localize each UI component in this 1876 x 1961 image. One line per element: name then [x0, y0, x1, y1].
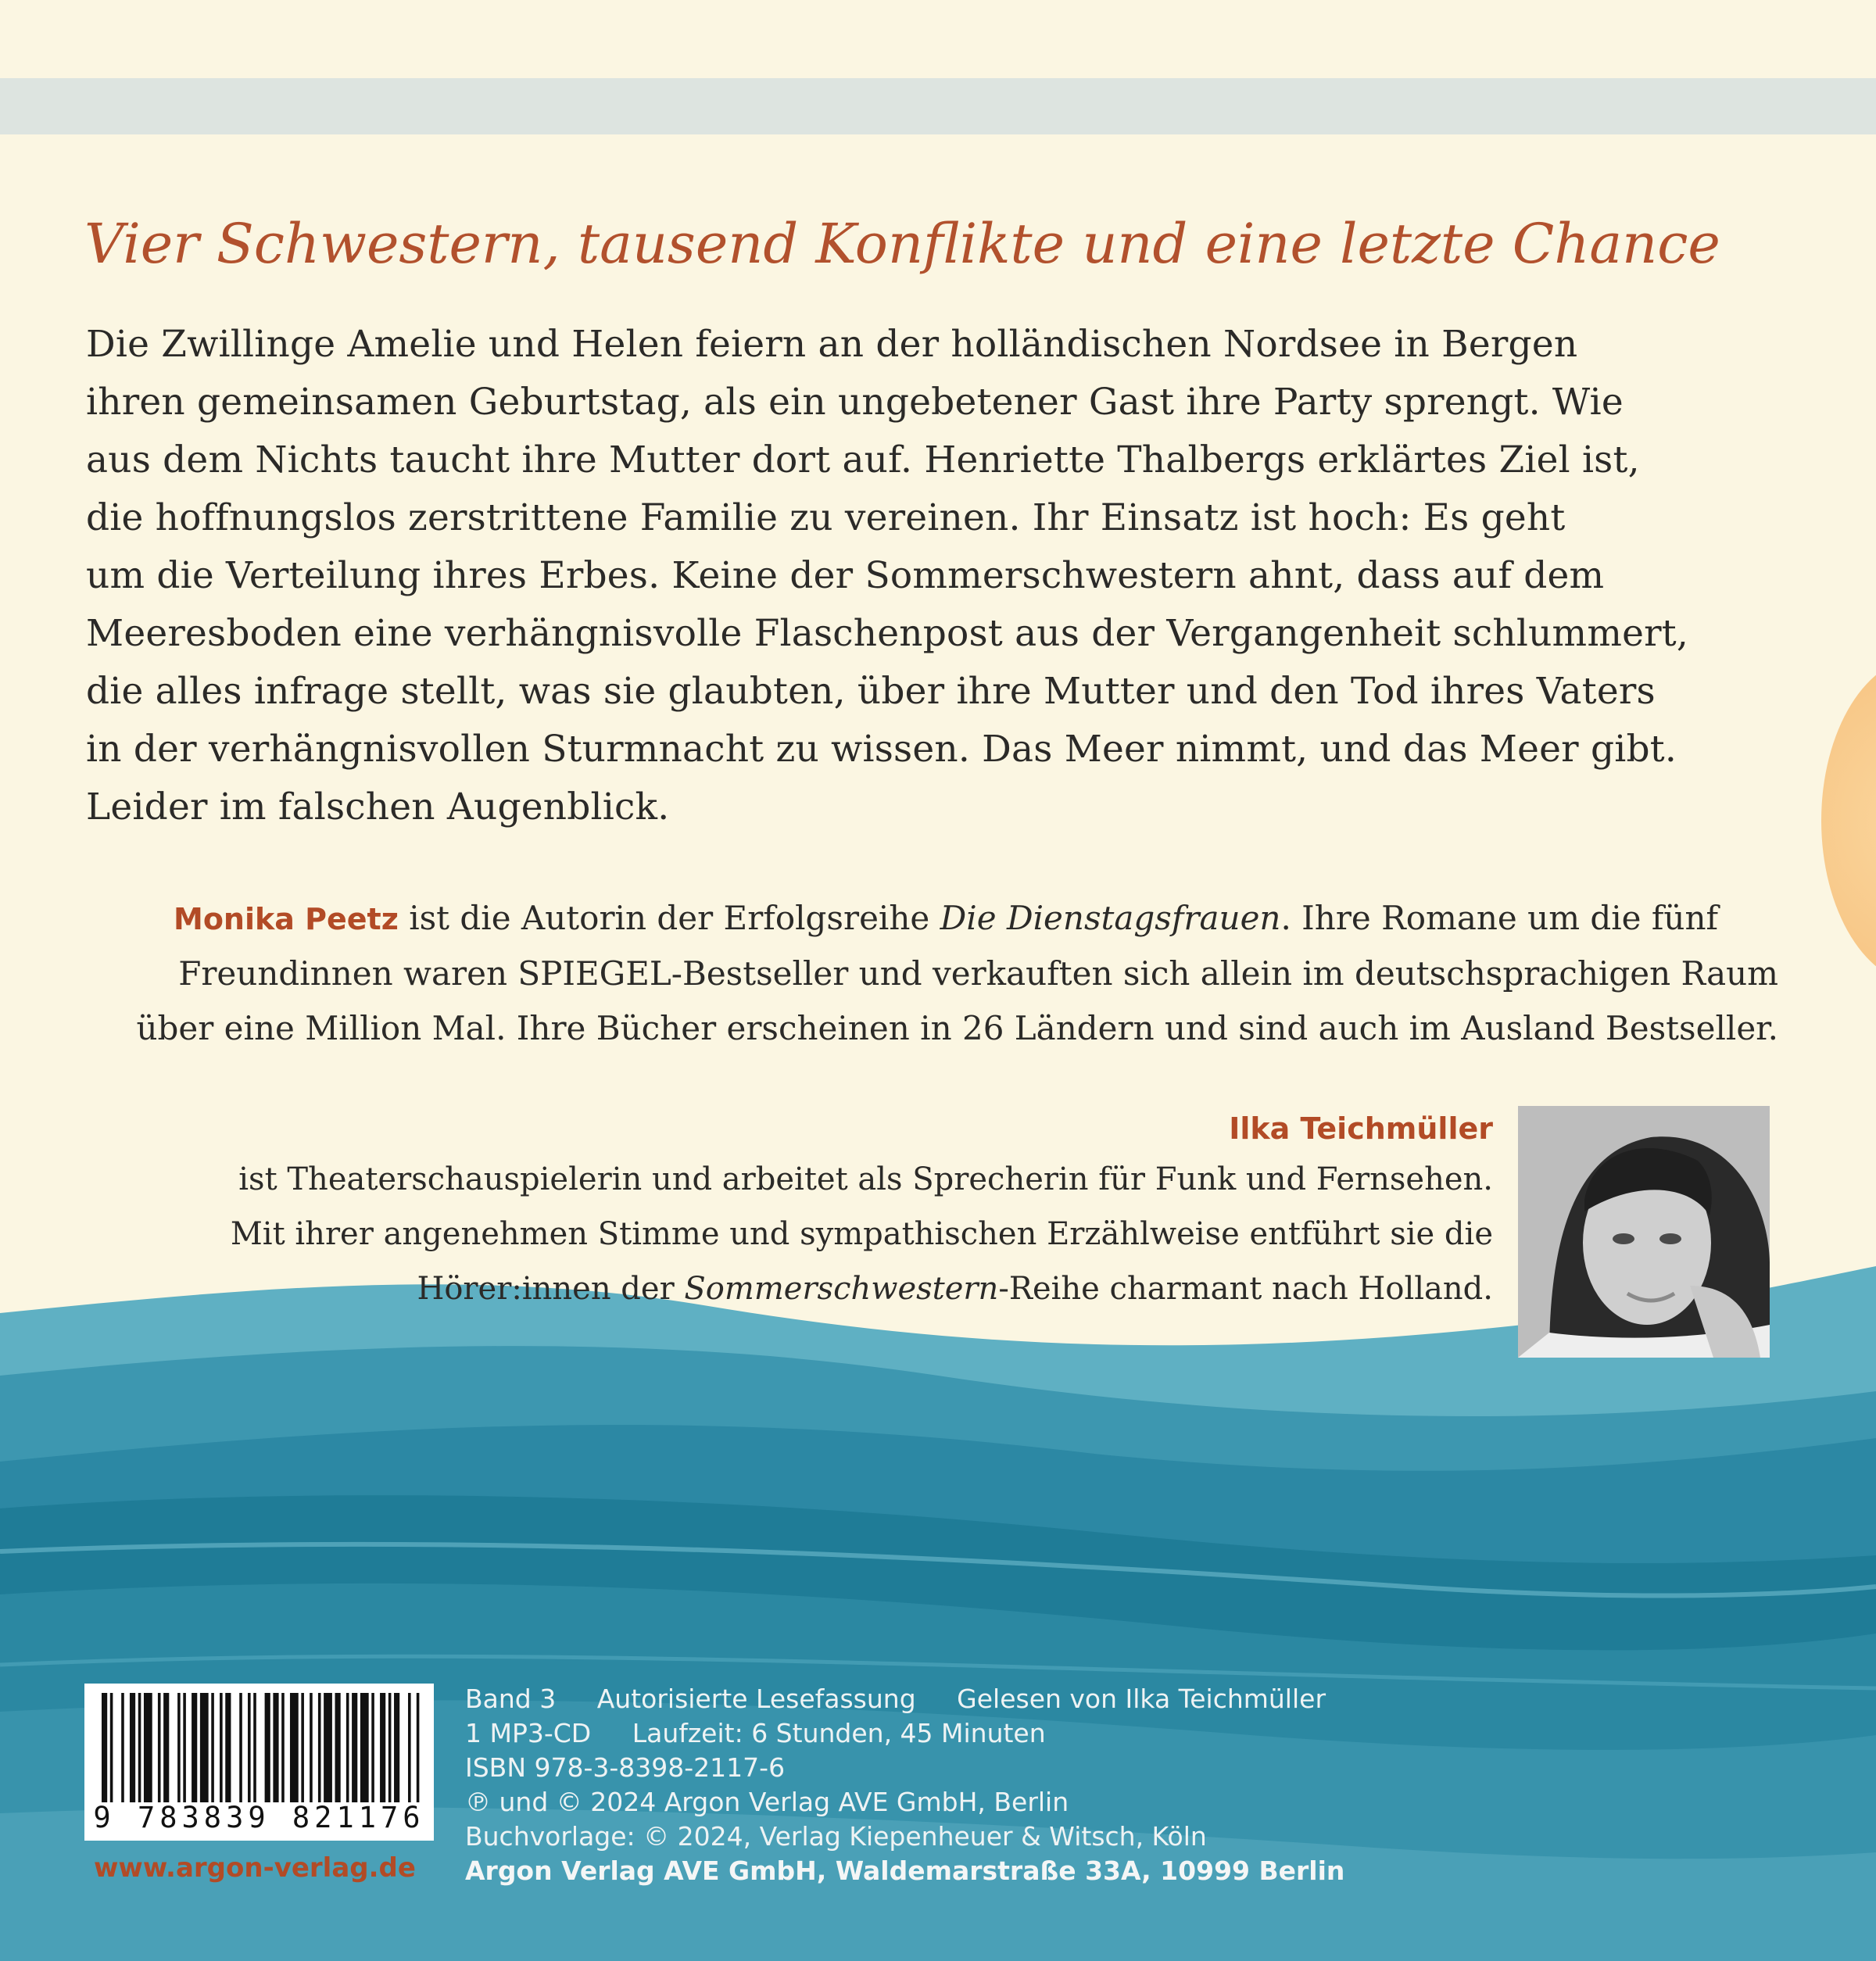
barcode-bar	[183, 1693, 186, 1802]
barcode-bar	[273, 1693, 278, 1802]
series-title: Die Dienstagsfrauen	[940, 899, 1281, 937]
narrator-credit: Gelesen von Ilka Teichmüller	[957, 1684, 1326, 1714]
reader-bio-text: -Reihe charmant nach Holland.	[998, 1271, 1493, 1307]
format-label: 1 MP3-CD	[465, 1718, 592, 1748]
barcode-bar	[220, 1693, 223, 1802]
edition-label: Autorisierte Lesefassung	[596, 1684, 916, 1714]
barcode-bar	[158, 1693, 161, 1802]
barcode-bar	[360, 1693, 369, 1802]
barcode-bar	[301, 1693, 304, 1802]
barcode-bar	[352, 1693, 357, 1802]
reader-bio-line: ist Theaterschauspielerin und arbeitet als Sprecherin für Funk und Fernsehen.	[238, 1161, 1493, 1197]
author-bio	[113, 891, 1778, 1056]
isbn: ISBN 978-3-8398-2117-6	[465, 1752, 786, 1783]
info-line	[465, 1682, 1359, 1716]
copyright-line: ℗ und © 2024 Argon Verlag AVE GmbH, Berlin	[465, 1787, 1069, 1817]
reader-name: Ilka Teichmüller	[1229, 1111, 1493, 1146]
barcode-bar	[380, 1693, 385, 1802]
barcode-bar	[290, 1693, 299, 1802]
barcode-bar	[130, 1693, 135, 1802]
reader-bio	[109, 1152, 1493, 1316]
author-name: Monika Peetz	[174, 902, 399, 936]
author-bio-text: ist die Autorin der Erfolgsreihe	[409, 899, 940, 937]
barcode-bar	[121, 1693, 124, 1802]
barcode-number: 9 783839 821176	[93, 1801, 425, 1834]
reader-bio-line: Mit ihrer angenehmen Stimme und sympathischen Erzählweise entführt sie die	[230, 1216, 1493, 1252]
barcode-bar	[138, 1693, 141, 1802]
barcode-bar	[388, 1693, 392, 1802]
reader-bio-text: Hörer:innen der	[417, 1271, 685, 1307]
reader-bio-line	[109, 1261, 1493, 1316]
barcode-bar	[310, 1693, 313, 1802]
barcode-bars	[102, 1693, 422, 1802]
barcode-bar	[211, 1693, 214, 1802]
barcode-bar	[371, 1693, 374, 1802]
author-bio-line: über eine Million Mal. Ihre Bücher erscheinen in 26 Ländern und sind auch im Ausland Bestseller.	[136, 1009, 1778, 1047]
synopsis-line: ihren gemeinsamen Geburtstag, als ein ungebetener Gast ihre Party sprengt. Wie	[86, 381, 1624, 424]
barcode-bar	[281, 1693, 285, 1802]
barcode-bar	[253, 1693, 256, 1802]
barcode-bar	[192, 1693, 197, 1802]
publisher-website[interactable]: www.argon-verlag.de	[94, 1852, 416, 1884]
author-bio-text: . Ihre Romane um die fünf	[1280, 899, 1719, 937]
portrait-image	[1518, 1106, 1770, 1358]
synopsis-line: um die Verteilung ihres Erbes. Keine der Sommerschwestern ahnt, dass auf dem	[86, 554, 1605, 597]
product-info	[465, 1682, 1359, 1888]
barcode-bar	[177, 1693, 181, 1802]
runtime-label: Laufzeit: 6 Stunden, 45 Minuten	[632, 1718, 1046, 1748]
barcode-bar	[248, 1693, 251, 1802]
barcode-bar	[265, 1693, 270, 1802]
headline: Vier Schwestern, tausend Konflikte und eine letzte Chance	[84, 212, 1720, 276]
barcode-bar	[102, 1693, 107, 1802]
synopsis-line: Meeresboden eine verhängnisvolle Flaschenpost aus der Vergangenheit schlummert,	[86, 612, 1688, 655]
barcode-bar	[346, 1693, 349, 1802]
barcode-bar	[225, 1693, 231, 1802]
synopsis-line: Leider im falschen Augenblick.	[86, 785, 670, 828]
author-bio-line: Freundinnen waren SPIEGEL-Bestseller und verkauften sich allein im deutschsprachigen Raum	[178, 954, 1778, 993]
synopsis-line: Die Zwillinge Amelie und Helen feiern an der holländischen Nordsee in Bergen	[86, 323, 1578, 366]
barcode-bar	[144, 1693, 152, 1802]
barcode-bar	[318, 1693, 321, 1802]
barcode-bar	[417, 1693, 420, 1802]
synopsis-line: aus dem Nichts taucht ihre Mutter dort auf. Henriette Thalbergs erklärtes Ziel ist,	[86, 438, 1640, 481]
barcode-bar	[200, 1693, 209, 1802]
barcode-bar	[110, 1693, 113, 1802]
synopsis-line: die hoffnungslos zerstrittene Familie zu vereinen. Ihr Einsatz ist hoch: Es geht	[86, 496, 1566, 539]
barcode-bar	[324, 1693, 332, 1802]
synopsis-line: in der verhängnisvollen Sturmnacht zu wissen. Das Meer nimmt, und das Meer gibt.	[86, 728, 1677, 771]
barcode-bar	[335, 1693, 341, 1802]
barcode-bar	[163, 1693, 169, 1802]
publisher-address: Argon Verlag AVE GmbH, Waldemarstraße 33A, 10999 Berlin	[465, 1855, 1345, 1886]
source-line: Buchvorlage: © 2024, Verlag Kiepenheuer & Witsch, Köln	[465, 1821, 1207, 1852]
barcode	[84, 1684, 434, 1841]
info-line	[465, 1716, 1359, 1751]
volume-label: Band 3	[465, 1684, 557, 1714]
narrator-portrait-photo	[1518, 1106, 1770, 1358]
series-title: Sommerschwestern	[684, 1271, 999, 1307]
author-bio-line	[113, 891, 1778, 947]
barcode-bar	[239, 1693, 242, 1802]
synopsis	[86, 316, 1767, 836]
barcode-bar	[408, 1693, 411, 1802]
barcode-bar	[394, 1693, 399, 1802]
synopsis-line: die alles infrage stellt, was sie glaubten, über ihre Mutter und den Tod ihres Vaters	[86, 670, 1656, 713]
